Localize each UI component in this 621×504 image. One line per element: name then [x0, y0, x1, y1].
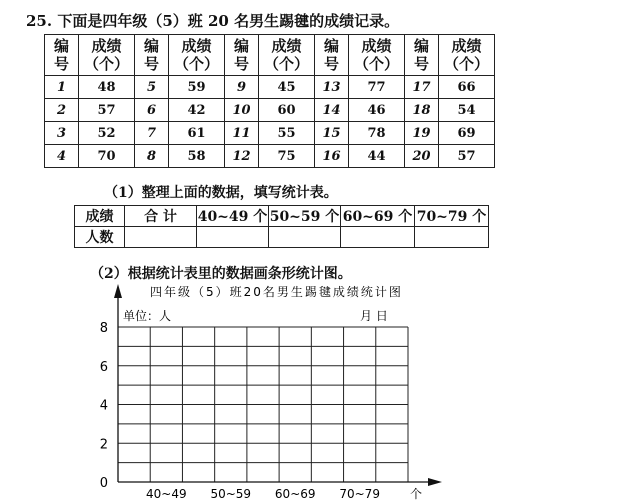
student-score: 77	[349, 76, 405, 99]
stat-header-cell: 70~79 个	[415, 206, 489, 227]
student-score: 66	[439, 76, 495, 99]
student-score: 58	[169, 145, 225, 168]
y-tick-label: 4	[99, 398, 108, 414]
y-axis-arrow	[114, 284, 122, 298]
chart-grid	[118, 327, 408, 482]
stat-header-cell: 40~49 个	[197, 206, 269, 227]
student-number: 18	[405, 99, 439, 122]
student-score: 60	[259, 99, 315, 122]
student-number: 15	[315, 122, 349, 145]
chart-labels	[100, 321, 422, 501]
student-number: 9	[225, 76, 259, 99]
student-score: 61	[169, 122, 225, 145]
y-tick-label: 6	[99, 359, 108, 375]
student-score: 44	[349, 145, 405, 168]
x-axis-arrow	[428, 478, 442, 486]
record-header-text: 成绩	[91, 37, 122, 55]
student-score: 52	[79, 122, 135, 145]
record-header-text: （个）	[173, 55, 219, 73]
student-number: 4	[45, 145, 79, 168]
y-tick-label: 8	[99, 321, 108, 336]
record-header-text: 编	[233, 37, 249, 55]
record-header-text: 号	[413, 55, 429, 73]
student-score: 45	[259, 76, 315, 99]
student-number: 3	[45, 122, 79, 145]
chart-date-label: 月 日	[360, 309, 388, 323]
record-header-text: （个）	[263, 55, 309, 73]
x-category-label: 60~69	[274, 487, 316, 501]
student-number: 5	[135, 76, 169, 99]
part2-label: （2）根据统计表里的数据画条形统计图。	[90, 266, 352, 282]
student-number: 10	[225, 99, 259, 122]
student-score: 42	[169, 99, 225, 122]
record-header-text: 成绩	[451, 37, 482, 55]
record-header-text: 成绩	[181, 37, 212, 55]
record-header-text: 号	[323, 55, 339, 73]
student-score: 46	[349, 99, 405, 122]
student-score: 78	[349, 122, 405, 145]
student-number: 19	[405, 122, 439, 145]
student-score: 59	[169, 76, 225, 99]
student-number: 14	[315, 99, 349, 122]
stat-header-cell: 50~59 个	[269, 206, 341, 227]
y-tick-label: 0	[99, 476, 108, 491]
question-title: 25. 下面是四年级（5）班 20 名男生踢毽的成绩记录。	[26, 12, 400, 30]
student-score: 57	[79, 99, 135, 122]
student-score: 57	[439, 145, 495, 168]
student-score: 69	[439, 122, 495, 145]
record-header-text: 号	[233, 55, 249, 73]
student-score: 70	[79, 145, 135, 168]
student-number: 2	[45, 99, 79, 122]
student-number: 7	[135, 122, 169, 145]
y-tick-label: 2	[99, 437, 108, 453]
part1-label: （1）整理上面的数据，填写统计表。	[104, 185, 338, 201]
record-header-text: 号	[143, 55, 159, 73]
student-number: 12	[225, 145, 259, 168]
student-number: 6	[135, 99, 169, 122]
stat-header-cell: 合 计	[125, 206, 197, 227]
record-header-text: （个）	[83, 55, 129, 73]
chart-title: 四年级（5）班20名男生踢毽成绩统计图	[150, 285, 403, 299]
x-category-label: 50~59	[210, 487, 252, 501]
stat-header-cell: 60~69 个	[341, 206, 415, 227]
record-header-text: （个）	[353, 55, 399, 73]
student-number: 11	[225, 122, 259, 145]
record-header-text: 编	[323, 37, 339, 55]
record-header-text: 编	[143, 37, 159, 55]
student-number: 16	[315, 145, 349, 168]
record-header-text: 编	[413, 37, 429, 55]
student-score: 48	[79, 76, 135, 99]
student-number: 13	[315, 76, 349, 99]
record-header-text: 成绩	[271, 37, 302, 55]
x-unit-label: 个	[409, 487, 423, 501]
student-number: 1	[45, 76, 79, 99]
record-header-text: 成绩	[361, 37, 392, 55]
student-score: 55	[259, 122, 315, 145]
student-number: 17	[405, 76, 439, 99]
chart-unit-label: 单位：人	[123, 309, 172, 323]
record-header-text: （个）	[443, 55, 489, 73]
x-category-label: 70~79	[339, 487, 380, 501]
x-category-label: 40~49	[146, 487, 187, 501]
student-score: 75	[259, 145, 315, 168]
student-score: 54	[439, 99, 495, 122]
record-header-text: 编	[53, 37, 69, 55]
student-number: 20	[405, 145, 439, 168]
record-header-text: 号	[53, 55, 69, 73]
stat-header-cell: 成绩	[75, 206, 125, 227]
stat-row-label: 人数	[75, 227, 125, 248]
student-number: 8	[135, 145, 169, 168]
